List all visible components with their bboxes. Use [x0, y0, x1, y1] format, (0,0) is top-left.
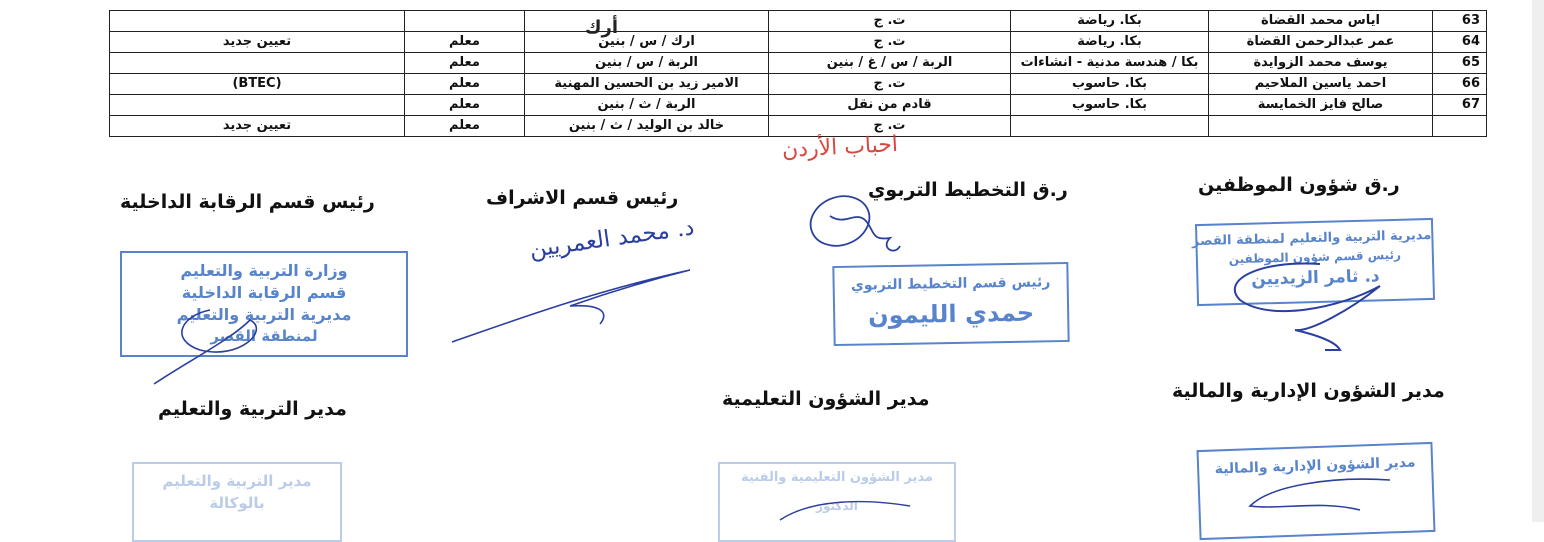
cell-degree: [1011, 116, 1209, 137]
signature-supervision: [450, 262, 700, 352]
cell-transfer: ت. ج: [769, 116, 1011, 137]
cell-num: 67: [1433, 95, 1487, 116]
cell-num: 66: [1433, 74, 1487, 95]
cell-degree: بكا. حاسوب: [1011, 74, 1209, 95]
cell-degree: بكا. رياضة: [1011, 32, 1209, 53]
staff-table: [109, 10, 1487, 137]
cell-transfer: ت. ج: [769, 32, 1011, 53]
cell-role: معلم: [405, 95, 525, 116]
cell-note: [110, 95, 405, 116]
overlapping-text: أرك: [585, 17, 619, 38]
title-educational-affairs: مدير الشؤون التعليمية: [722, 388, 930, 410]
watermark-text: احباب الأردن: [781, 131, 899, 164]
cell-name: احمد ياسين الملاحيم: [1209, 74, 1433, 95]
cell-degree: بكا / هندسة مدنية - انشاءات: [1011, 53, 1209, 74]
cell-note: تعيين جديد: [110, 116, 405, 137]
cell-num: 64: [1433, 32, 1487, 53]
cell-role: [405, 11, 525, 32]
cell-school: ارك / س / بنين: [525, 32, 769, 53]
table-row: [110, 74, 1487, 95]
signature-planning: [800, 186, 920, 266]
stamp-education-director: مدير التربية والتعليم بالوكالة: [132, 462, 342, 542]
cell-transfer: ت. ج: [769, 11, 1011, 32]
title-planning: ر.ق التخطيط التربوي: [868, 179, 1068, 201]
cell-transfer: قادم من نقل: [769, 95, 1011, 116]
title-supervision: رئيس قسم الاشراف: [486, 187, 679, 209]
cell-num: 63: [1433, 11, 1487, 32]
cell-name: اياس محمد القضاة: [1209, 11, 1433, 32]
title-internal-audit: رئيس قسم الرقابة الداخلية: [120, 191, 375, 213]
title-admin-finance: مدير الشؤون الإدارية والمالية: [1172, 380, 1445, 402]
cell-note: [110, 53, 405, 74]
cell-school: الربة / س / بنين: [525, 53, 769, 74]
cell-note: (BTEC): [110, 74, 405, 95]
table-row: [110, 53, 1487, 74]
cell-note: تعيين جديد: [110, 32, 405, 53]
table-row: [110, 116, 1487, 137]
stamp-educational-affairs: مدير الشؤون التعليمية والفنية الدكتور: [718, 462, 956, 542]
stamp-planning: رئيس قسم التخطيط التربوي حمدي الليمون: [832, 262, 1069, 346]
cell-name: يوسف محمد الزوايدة: [1209, 53, 1433, 74]
stamp-admin-finance: مدير الشؤون الإدارية والمالية: [1197, 442, 1436, 540]
cell-role: معلم: [405, 32, 525, 53]
table-row: [110, 95, 1487, 116]
cell-name: عمر عبدالرحمن القضاة: [1209, 32, 1433, 53]
table-row: [110, 32, 1487, 53]
signature-admin-finance: [1210, 470, 1410, 522]
cell-num: [1433, 116, 1487, 137]
cell-school: خالد بن الوليد / ث / بنين: [525, 116, 769, 137]
cell-role: معلم: [405, 116, 525, 137]
cell-transfer: الربة / س / غ / بنين: [769, 53, 1011, 74]
cell-role: معلم: [405, 74, 525, 95]
cell-degree: بكا. حاسوب: [1011, 95, 1209, 116]
table-row: [110, 11, 1487, 32]
stamp-personnel: مديرية التربية والتعليم لمنطقة القصر رئيس قسم شؤون الموظفين د. ثامر الزيديين: [1195, 218, 1435, 306]
cell-school: [525, 11, 769, 32]
page-edge: [1532, 0, 1544, 522]
signature-personnel: [1200, 250, 1400, 360]
cell-name: [1209, 116, 1433, 137]
cell-school: الربة / ث / بنين: [525, 95, 769, 116]
title-education-director: مدير التربية والتعليم: [158, 398, 347, 420]
title-personnel: ر.ق شؤون الموظفين: [1198, 174, 1400, 196]
cell-name: صالح فايز الخمايسة: [1209, 95, 1433, 116]
cell-degree: بكا. رياضة: [1011, 11, 1209, 32]
signature-internal-audit: [150, 300, 290, 390]
cell-school: الامير زيد بن الحسين المهنية: [525, 74, 769, 95]
cell-role: معلم: [405, 53, 525, 74]
stamp-internal-audit: وزارة التربية والتعليم قسم الرقابة الداخلية مديرية التربية والتعليم لمنطقة القصر: [120, 251, 408, 357]
cell-note: [110, 11, 405, 32]
cell-transfer: ت. ج: [769, 74, 1011, 95]
cell-num: 65: [1433, 53, 1487, 74]
supervision-handwriting: د. محمد العمريين: [527, 214, 696, 264]
signature-educational-affairs: [770, 490, 920, 522]
